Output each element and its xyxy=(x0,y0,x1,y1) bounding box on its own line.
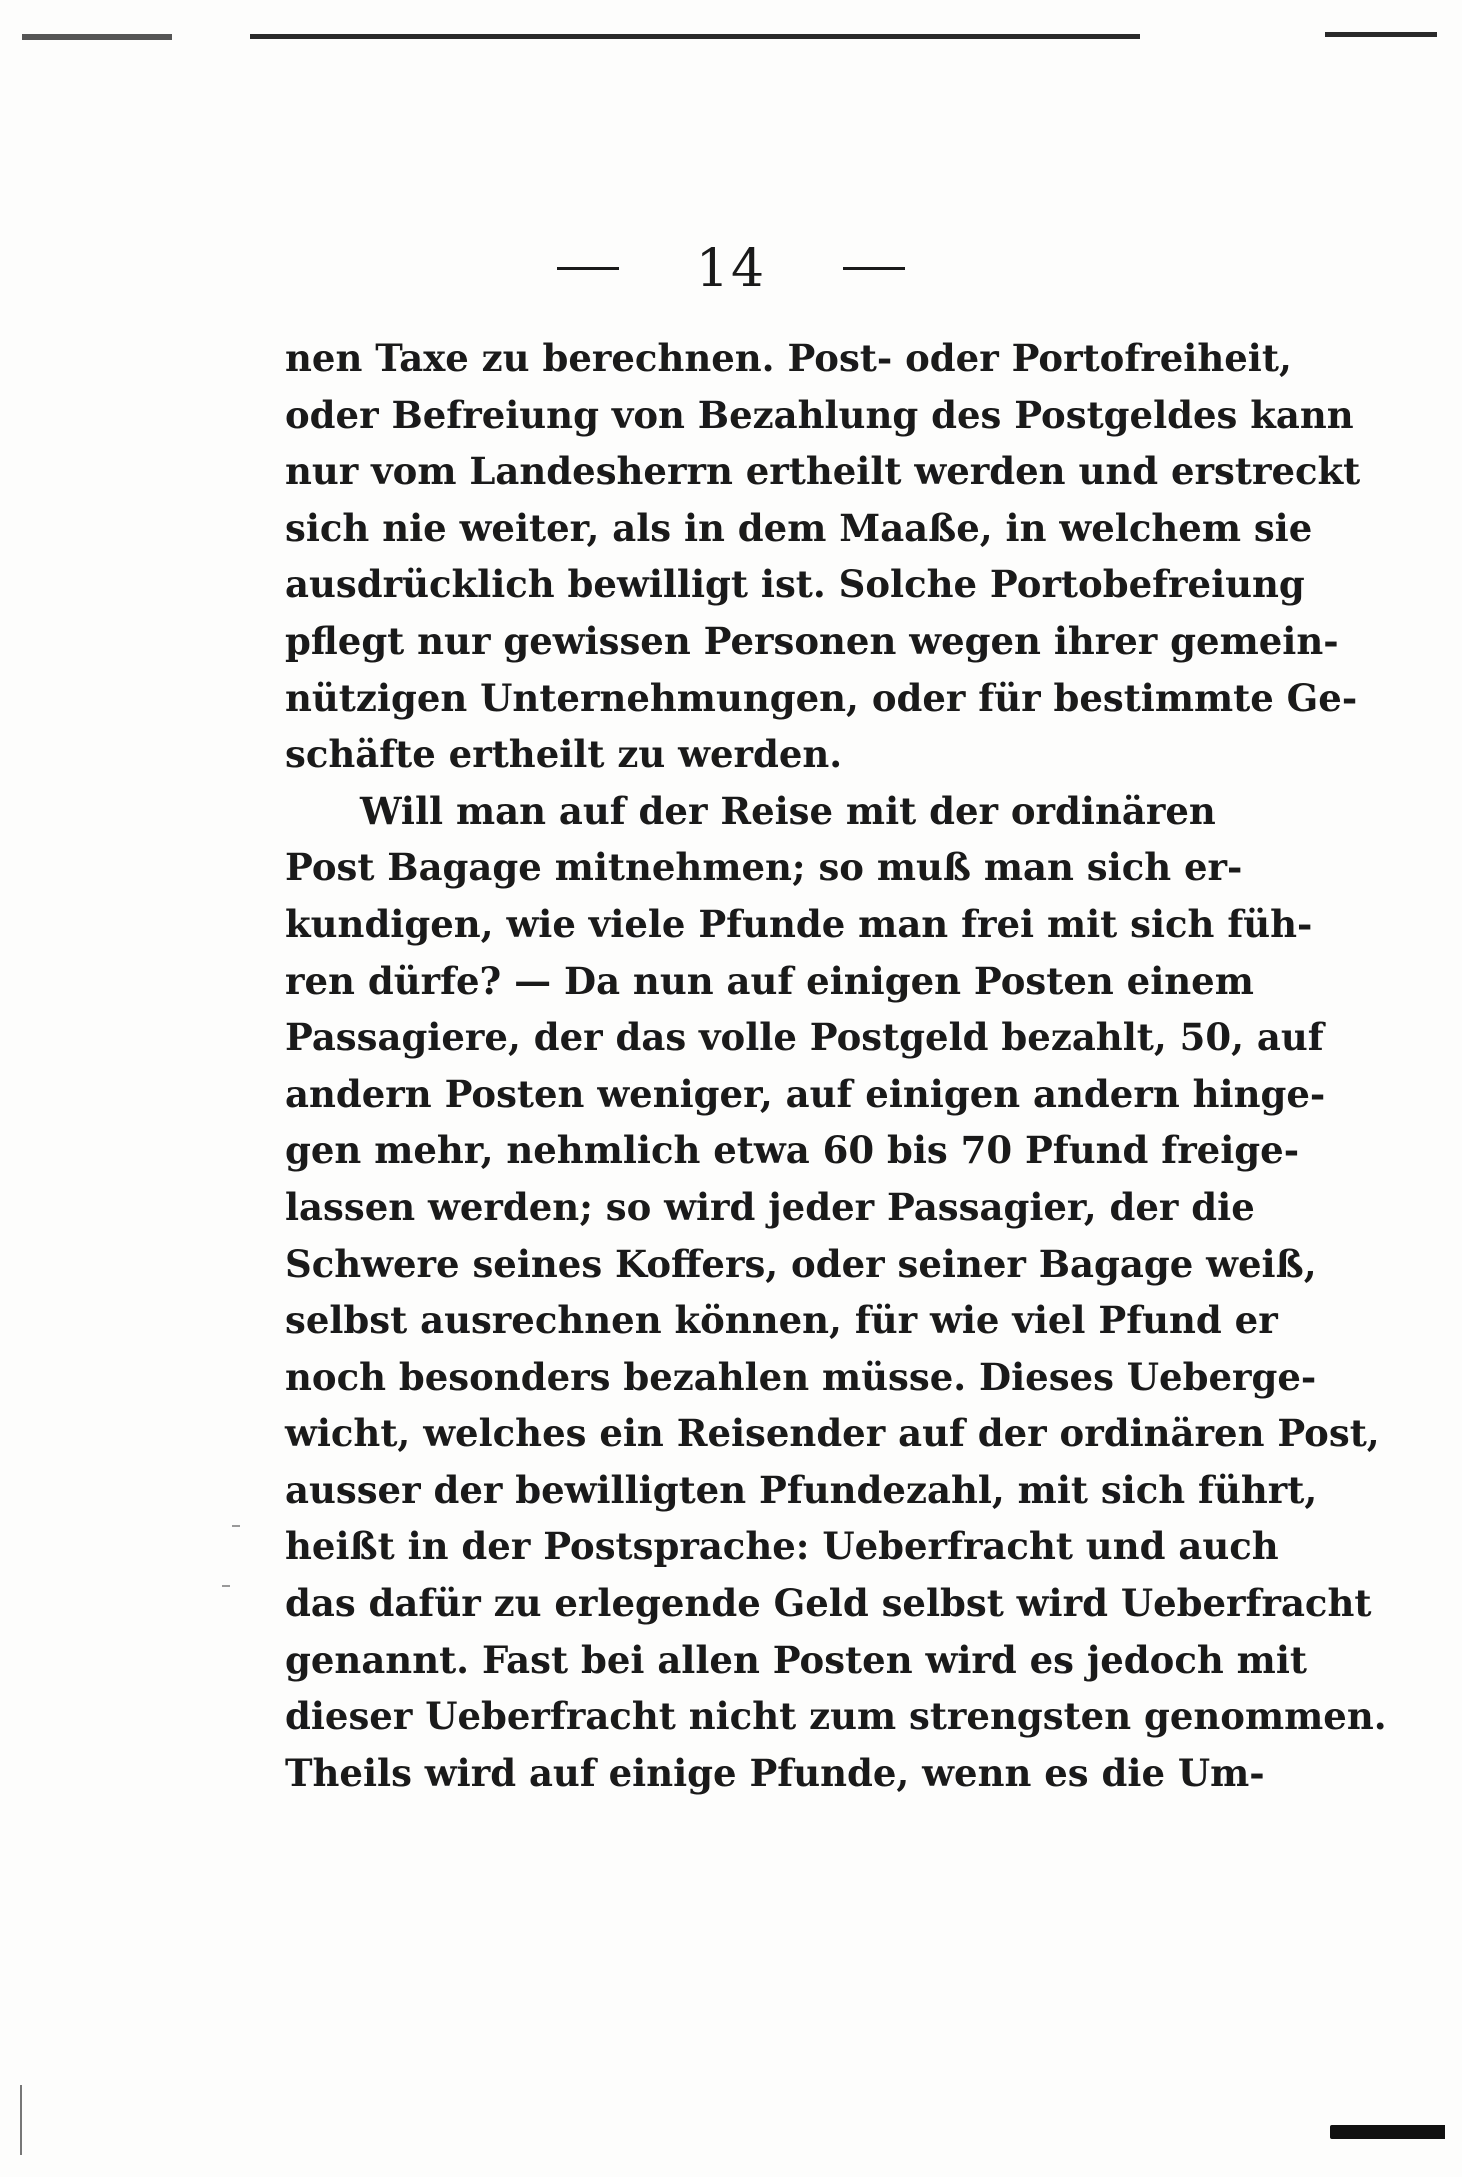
margin-speck xyxy=(222,1585,230,1587)
running-head-dash-right xyxy=(843,267,905,270)
page-number: 14 xyxy=(695,238,767,299)
text-line: schäfte ertheilt zu werden. xyxy=(285,732,843,777)
scan-edge-mark-bottom-left xyxy=(20,2085,22,2155)
text-line: heißt in der Postsprache: Ueberfracht und auch xyxy=(285,1524,1279,1569)
text-line: ren dürfe? — Da nun auf einigen Posten einem xyxy=(285,958,1254,1003)
text-line: selbst ausrechnen können, für wie viel Pfund er xyxy=(285,1298,1278,1343)
text-line: sich nie weiter, als in dem Maaße, in welchem sie xyxy=(285,505,1313,550)
text-line: ausser der bewilligten Pfundezahl, mit sich führt, xyxy=(285,1467,1318,1512)
text-line: kundigen, wie viele Pfunde man frei mit sich füh- xyxy=(285,901,1313,946)
text-line: wicht, welches ein Reisender auf der ordinären Post, xyxy=(285,1411,1380,1456)
text-line: Passagiere, der das volle Postgeld bezahlt, 50, auf xyxy=(285,1015,1324,1060)
text-line: nur vom Landesherrn ertheilt werden und erstreckt xyxy=(285,449,1361,494)
text-line: Schwere seines Koffers, oder seiner Bagage weiß, xyxy=(285,1241,1317,1286)
text-line: Theils wird auf einige Pfunde, wenn es die Um- xyxy=(285,1750,1265,1795)
scan-edge-mark-bottom-right xyxy=(1330,2125,1445,2139)
text-line: lassen werden; so wird jeder Passagier, der die xyxy=(285,1184,1255,1229)
text-line: dieser Ueberfracht nicht zum strengsten genommen. xyxy=(285,1694,1387,1739)
text-line: andern Posten weniger, auf einigen andern hinge- xyxy=(285,1071,1326,1116)
text-line: ausdrücklich bewilligt ist. Solche Portobefreiung xyxy=(285,562,1305,607)
text-line: noch besonders bezahlen müsse. Dieses Ueberge- xyxy=(285,1354,1317,1399)
text-line: oder Befreiung von Bezahlung des Postgeldes kann xyxy=(285,392,1354,437)
running-head-dash-left xyxy=(557,267,619,270)
margin-speck xyxy=(232,1525,240,1527)
scan-edge-mark-top-left xyxy=(22,34,172,40)
scan-edge-mark-top-right xyxy=(1325,32,1437,37)
text-line: nen Taxe zu berechnen. Post- oder Portofreiheit, xyxy=(285,336,1292,380)
text-line: das dafür zu erlegende Geld selbst wird Ueberfracht xyxy=(285,1581,1372,1626)
text-line: gen mehr, nehmlich etwa 60 bis 70 Pfund freige- xyxy=(285,1128,1300,1173)
text-line: pflegt nur gewissen Personen wegen ihrer gemein- xyxy=(285,618,1339,663)
running-head xyxy=(0,235,1462,299)
scan-edge-mark-top-center xyxy=(250,34,1140,39)
text-line: nützigen Unternehmungen, oder für bestimmte Ge- xyxy=(285,675,1358,720)
text-line: genannt. Fast bei allen Posten wird es jedoch mit xyxy=(285,1637,1307,1682)
text-line: Post Bagage mitnehmen; so muß man sich er- xyxy=(285,845,1243,890)
body-text xyxy=(285,330,1387,1801)
text-line-paragraph-start: Will man auf der Reise mit der ordinären xyxy=(360,788,1216,833)
